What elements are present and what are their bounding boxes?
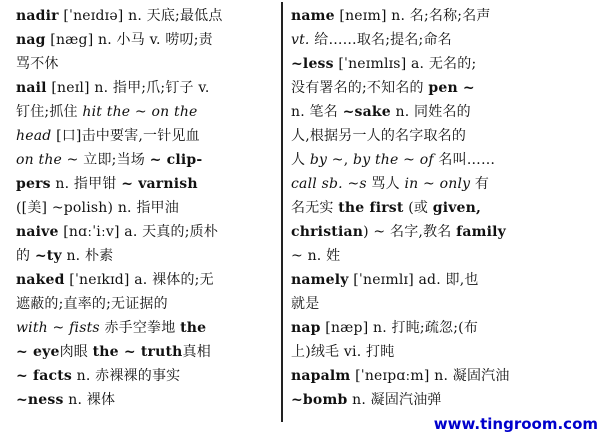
definition-text: [口]击中要害,一针见血 bbox=[51, 128, 200, 144]
dictionary-line bbox=[291, 148, 551, 172]
left-column bbox=[16, 4, 270, 412]
dictionary-line bbox=[291, 28, 551, 52]
right-column bbox=[291, 4, 551, 412]
example-text: head bbox=[16, 128, 52, 144]
definition-text: 赤手空拳地 bbox=[99, 320, 181, 336]
headword-text: ~ clip- bbox=[149, 152, 203, 168]
headword-text: naked bbox=[16, 272, 65, 288]
dictionary-line bbox=[16, 76, 270, 100]
dictionary-line bbox=[291, 124, 551, 148]
headword-text: ~ varnish bbox=[121, 176, 198, 192]
dictionary-line bbox=[291, 196, 551, 220]
definition-text: 的 bbox=[16, 248, 35, 264]
dictionary-line bbox=[291, 244, 551, 268]
definition-text: ([美] ~polish) n. 指甲油 bbox=[16, 200, 179, 216]
definition-text: 钉住;抓住 bbox=[16, 104, 83, 120]
example-text: by ~ bbox=[309, 152, 344, 168]
headword-text: given, bbox=[432, 200, 482, 216]
definition-text: ) ~ 名字,教名 bbox=[363, 224, 457, 240]
definition-text: n. 指甲钳 bbox=[50, 176, 122, 192]
dictionary-line bbox=[16, 388, 270, 412]
definition-text: 肉眼 bbox=[59, 344, 93, 360]
dictionary-line bbox=[291, 316, 551, 340]
definition-text: ~ n. 姓 bbox=[291, 248, 341, 264]
definition-text: 人,根据另一人的名字取名的 bbox=[291, 128, 467, 144]
headword-text: ~ty bbox=[34, 248, 62, 264]
dictionary-line bbox=[291, 292, 551, 316]
dictionary-line bbox=[16, 220, 270, 244]
headword-text: ~sake bbox=[342, 104, 391, 120]
headword-text: nag bbox=[16, 32, 46, 48]
headword-text: family bbox=[456, 224, 507, 240]
dictionary-line bbox=[291, 4, 551, 28]
headword-text: christian bbox=[291, 224, 364, 240]
definition-text: [nɑːˈiːv] a. 天真的;质朴 bbox=[58, 224, 219, 240]
example-text: vt. bbox=[291, 32, 310, 48]
dictionary-line bbox=[16, 268, 270, 292]
dictionary-line bbox=[16, 340, 270, 364]
dictionary-line bbox=[16, 100, 270, 124]
dictionary-line bbox=[291, 100, 551, 124]
definition-text: [næg] n. 小马 v. 唠叨;责 bbox=[45, 32, 213, 48]
dictionary-line bbox=[291, 364, 551, 388]
example-text: in ~ only bbox=[404, 176, 471, 192]
headword-text: pen ~ bbox=[428, 80, 475, 96]
headword-text: ~ness bbox=[16, 392, 64, 408]
definition-text: n. 笔名 bbox=[291, 104, 343, 120]
definition-text: n. 裸体 bbox=[63, 392, 116, 408]
headword-text: the first bbox=[338, 200, 404, 216]
headword-text: ~ eye bbox=[16, 344, 60, 360]
definition-text: 没有署名的;不知名的 bbox=[291, 80, 429, 96]
column-divider bbox=[281, 2, 283, 422]
dictionary-line bbox=[16, 52, 270, 76]
example-text: call sb. ~s bbox=[291, 176, 367, 192]
definition-text: ~ 立即;当场 bbox=[62, 152, 150, 168]
headword-text: ~less bbox=[291, 56, 334, 72]
dictionary-line bbox=[291, 388, 551, 412]
headword-text: the ~ truth bbox=[92, 344, 183, 360]
definition-text: [ˈneɪpɑːm] n. 凝固汽油 bbox=[350, 368, 510, 384]
example-text: hit the ~ on the bbox=[82, 104, 198, 120]
dictionary-line bbox=[16, 28, 270, 52]
headword-text: name bbox=[291, 8, 335, 24]
dictionary-line bbox=[291, 340, 551, 364]
definition-text: [ˈneɪkɪd] a. 裸体的;无 bbox=[64, 272, 214, 288]
dictionary-line bbox=[16, 124, 270, 148]
definition-text: n. 赤裸裸的事实 bbox=[71, 368, 181, 384]
definition-text: [ˈneɪmlɪs] a. 无名的; bbox=[333, 56, 477, 72]
definition-text: 真相 bbox=[182, 344, 211, 360]
dictionary-line bbox=[291, 172, 551, 196]
definition-text: 有 bbox=[470, 176, 490, 192]
definition-text: 就是 bbox=[291, 296, 320, 312]
headword-text: nail bbox=[16, 80, 47, 96]
definition-text: 人 bbox=[291, 152, 310, 168]
dictionary-line bbox=[291, 268, 551, 292]
headword-text: nadir bbox=[16, 8, 59, 24]
example-text: on the bbox=[16, 152, 63, 168]
dictionary-line bbox=[16, 196, 270, 220]
dictionary-line bbox=[16, 316, 270, 340]
definition-text: n. 同姓名的 bbox=[390, 104, 471, 120]
dictionary-line bbox=[291, 52, 551, 76]
dictionary-line bbox=[291, 220, 551, 244]
headword-text: namely bbox=[291, 272, 349, 288]
definition-text: [neɪm] n. 名;名称;名声 bbox=[334, 8, 491, 24]
definition-text: 上)绒毛 vi. 打盹 bbox=[291, 344, 395, 360]
definition-text: 遮蔽的;直率的;无证据的 bbox=[16, 296, 168, 312]
dictionary-line bbox=[16, 4, 270, 28]
headword-text: pers bbox=[16, 176, 51, 192]
dictionary-line bbox=[16, 292, 270, 316]
definition-text: [neɪl] n. 指甲;爪;钉子 v. bbox=[46, 80, 210, 96]
definition-text: , bbox=[343, 152, 354, 168]
headword-text: nap bbox=[291, 320, 321, 336]
headword-text: ~bomb bbox=[291, 392, 348, 408]
definition-text: 名叫…… bbox=[433, 152, 496, 168]
definition-text: [ˈneɪmlɪ] ad. 即,也 bbox=[348, 272, 479, 288]
dictionary-line bbox=[16, 172, 270, 196]
example-text: by the ~ of bbox=[353, 152, 434, 168]
definition-text: n. 凝固汽油弹 bbox=[347, 392, 442, 408]
headword-text: napalm bbox=[291, 368, 351, 384]
definition-text: 骂人 bbox=[366, 176, 405, 192]
definition-text: (或 bbox=[403, 200, 433, 216]
headword-text: ~ facts bbox=[16, 368, 72, 384]
definition-text: [næp] n. 打盹;疏忽;(布 bbox=[320, 320, 479, 336]
dictionary-line bbox=[16, 244, 270, 268]
definition-text: 给……取名;提名;命名 bbox=[309, 32, 452, 48]
definition-text: 骂不休 bbox=[16, 56, 59, 72]
definition-text: 名无实 bbox=[291, 200, 339, 216]
headword-text: naive bbox=[16, 224, 59, 240]
example-text: with ~ fists bbox=[16, 320, 100, 336]
definition-text: [ˈneɪdɪə] n. 天底;最低点 bbox=[58, 8, 223, 24]
dictionary-line bbox=[291, 76, 551, 100]
site-watermark: www.tingroom.com bbox=[433, 415, 598, 433]
dictionary-line bbox=[16, 148, 270, 172]
dictionary-line bbox=[16, 364, 270, 388]
headword-text: the bbox=[180, 320, 207, 336]
definition-text: n. 朴素 bbox=[61, 248, 114, 264]
